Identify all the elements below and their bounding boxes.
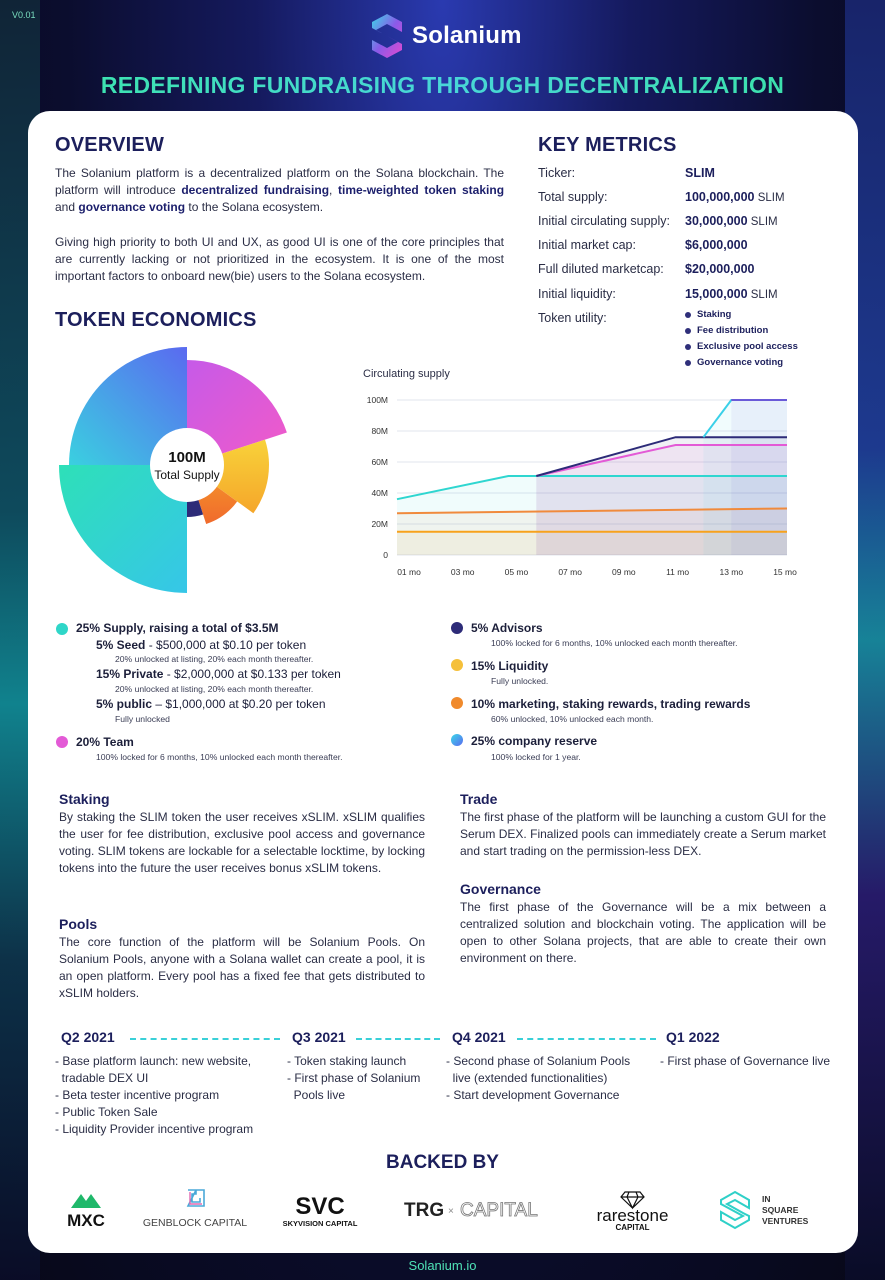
key-metric-number: 30,000,000 bbox=[685, 214, 748, 228]
pools-title: Pools bbox=[59, 916, 98, 932]
roadmap-q1-2022-items bbox=[660, 1053, 830, 1070]
token-utility-text: Fee distribution bbox=[697, 325, 769, 336]
token-utility-item bbox=[685, 341, 798, 352]
legend-dot-marketing bbox=[451, 697, 463, 709]
legend-dot-liquidity bbox=[451, 659, 463, 671]
brand-name: Solanium bbox=[412, 22, 522, 49]
key-metrics-title: KEY METRICS bbox=[538, 134, 677, 156]
x-tick-label: 11 mo bbox=[666, 567, 690, 577]
legend-team-sub: 100% locked for 6 months, 10% unlocked each month thereafter. bbox=[96, 752, 343, 762]
partner-trg-capital-logo bbox=[402, 1186, 547, 1232]
key-metric-number: 15,000,000 bbox=[685, 287, 748, 301]
y-tick-label: 20M bbox=[371, 519, 388, 529]
in-square-mark-icon bbox=[721, 1192, 749, 1228]
overview-paragraph-1: The Solanium platform is a decentralized platform on the Solana blockchain. The platform will introduce decentralized fundraising, time-weighted token staking and governance voting to the Solana ecosystem. bbox=[55, 166, 505, 214]
x-tick-label: 13 mo bbox=[719, 567, 744, 577]
partner-skyvision-name: SKYVISION CAPITAL bbox=[282, 1219, 358, 1228]
roadmap-q4-2021: Q4 2021 bbox=[452, 1029, 506, 1045]
partner-in-square-line2: SQUARE bbox=[762, 1205, 799, 1215]
governance-title: Governance bbox=[460, 881, 541, 897]
roadmap-divider-3 bbox=[517, 1038, 656, 1040]
partner-genblock-name: GENBLOCK CAPITAL bbox=[142, 1217, 248, 1229]
key-metric-label: Ticker: bbox=[538, 166, 576, 180]
partner-mxc-name: MXC bbox=[67, 1211, 105, 1230]
roadmap-item: tradable DEX UI bbox=[55, 1071, 149, 1085]
trade-title: Trade bbox=[460, 791, 498, 807]
roadmap-item: - Base platform launch: new website, bbox=[55, 1054, 252, 1068]
key-metric-value bbox=[685, 287, 778, 301]
legend-liquidity-title: 15% Liquidity bbox=[471, 659, 549, 673]
bullet-dot-icon bbox=[685, 344, 691, 350]
token-utility-text: Governance voting bbox=[697, 357, 784, 368]
legend-public: 5% public – $1,000,000 at $0.20 per token bbox=[96, 697, 326, 711]
key-metric-value bbox=[685, 238, 748, 252]
legend-seed: 5% Seed - $500,000 at $0.10 per token bbox=[96, 638, 307, 652]
roadmap-q3-2021-items bbox=[287, 1053, 420, 1104]
x-tick-label: 09 mo bbox=[612, 567, 636, 577]
legend-marketing-sub: 60% unlocked, 10% unlocked each month. bbox=[491, 714, 654, 724]
legend-supply-title: 25% Supply, raising a total of $3.5M bbox=[76, 621, 279, 635]
roadmap-item: live (extended functionalities) bbox=[446, 1071, 608, 1085]
legend-seed-sub: 20% unlocked at listing, 20% each month thereafter. bbox=[115, 654, 314, 664]
key-metric-label: Initial market cap: bbox=[538, 238, 636, 252]
legend-private-sub: 20% unlocked at listing, 20% each month thereafter. bbox=[115, 684, 314, 694]
legend-advisors-title: 5% Advisors bbox=[471, 621, 543, 635]
roadmap-divider-1 bbox=[130, 1038, 280, 1040]
partner-mxc-logo bbox=[55, 1186, 117, 1232]
brand-logo bbox=[370, 12, 522, 60]
token-utility-item bbox=[685, 325, 768, 336]
key-metric-number: 100,000,000 bbox=[685, 190, 755, 204]
pie-center-label: Total Supply bbox=[154, 468, 220, 482]
key-metric-value bbox=[685, 190, 785, 204]
key-metric-number: $6,000,000 bbox=[685, 238, 748, 252]
x-tick-label: 05 mo bbox=[504, 567, 529, 577]
pools-text: The core function of the platform will be Solanium Pools. On Solanium Pools, anyone with a Solana wallet can create a pool, it is an open platform. Every pool has a fixed fee that gets distributed to xSLIM holders. bbox=[59, 935, 425, 1000]
partner-rarestone-sub: CAPITAL bbox=[615, 1223, 650, 1232]
circulating-supply-chart bbox=[360, 362, 800, 584]
roadmap-q2-2021: Q2 2021 bbox=[61, 1029, 115, 1045]
y-tick-label: 60M bbox=[371, 457, 388, 467]
overview-title: OVERVIEW bbox=[55, 134, 165, 156]
token-utility-text: Staking bbox=[697, 309, 732, 320]
x-tick-label: 03 mo bbox=[450, 567, 475, 577]
roadmap-q1-2022: Q1 2022 bbox=[666, 1029, 720, 1045]
chart-title: Circulating supply bbox=[363, 368, 450, 380]
legend-reserve-sub: 100% locked for 1 year. bbox=[491, 752, 581, 762]
partner-trg-capital: CAPITAL bbox=[460, 1200, 538, 1221]
partner-trg-separator: × bbox=[448, 1206, 454, 1217]
token-utility-text: Exclusive pool access bbox=[697, 341, 798, 352]
legend-dot-advisors bbox=[451, 622, 463, 634]
governance-text: The first phase of the Governance will be a mix between a centralized solution and blockchain voting. The application will be open to other Solana projects, that are able to create their own environment on there. bbox=[460, 900, 826, 965]
key-metric-value bbox=[685, 214, 778, 228]
partner-skyvision-mark: SVC bbox=[295, 1193, 345, 1220]
roadmap-q4-2021-items bbox=[446, 1053, 630, 1104]
roadmap-item: - First phase of Solanium bbox=[287, 1071, 421, 1085]
legend-reserve-title: 25% company reserve bbox=[471, 734, 598, 748]
footer-website-link[interactable]: Solanium.io bbox=[408, 1258, 477, 1273]
legend-dot-supply bbox=[56, 623, 68, 635]
partner-genblock-logo bbox=[142, 1186, 248, 1232]
key-metric-number: $20,000,000 bbox=[685, 262, 755, 276]
y-tick-label: 100M bbox=[366, 395, 388, 405]
staking-title: Staking bbox=[59, 791, 110, 807]
staking-text: By staking the SLIM token the user receives xSLIM. xSLIM qualifies the user for fee distribution, exclusive pool access and governance voting. SLIM tokens are lockable for a selectable locktime, by locking tokens into the future the user receives bonus xSLIM tokens. bbox=[59, 810, 425, 875]
token-distribution-pie-chart bbox=[55, 345, 315, 595]
roadmap-item: - First phase of Governance live bbox=[660, 1054, 831, 1068]
key-metric-number: SLIM bbox=[685, 166, 715, 180]
legend-liquidity-sub: Fully unlocked. bbox=[491, 676, 549, 686]
key-metric-label: Total supply: bbox=[538, 190, 608, 204]
legend-private: 15% Private - $2,000,000 at $0.133 per token bbox=[96, 667, 341, 681]
roadmap-q2-2021-items bbox=[55, 1053, 253, 1138]
roadmap-item: - Second phase of Solanium Pools bbox=[446, 1054, 631, 1068]
key-metric-label: Full diluted marketcap: bbox=[538, 262, 664, 276]
bullet-dot-icon bbox=[685, 328, 691, 334]
token-economics-title: TOKEN ECONOMICS bbox=[55, 309, 257, 331]
legend-dot-team bbox=[56, 736, 68, 748]
key-metric-unit: SLIM bbox=[747, 216, 778, 228]
version-label: V0.01 bbox=[12, 10, 36, 20]
page-tagline: REDEFINING FUNDRAISING THROUGH DECENTRALIZATION bbox=[0, 72, 885, 99]
key-metric-label: Initial circulating supply: bbox=[538, 214, 671, 228]
x-tick-label: 07 mo bbox=[558, 567, 582, 577]
partner-skyvision-logo bbox=[275, 1186, 365, 1232]
roadmap-item: - Liquidity Provider incentive program bbox=[55, 1122, 254, 1136]
roadmap-item: Pools live bbox=[287, 1088, 346, 1102]
partner-in-square-line1: IN bbox=[762, 1194, 771, 1204]
legend-dot-reserve bbox=[451, 734, 463, 746]
roadmap-item: - Start development Governance bbox=[446, 1088, 620, 1102]
partner-rarestone-name: rarestone bbox=[596, 1206, 669, 1225]
pie-center-value: 100M bbox=[168, 449, 206, 466]
roadmap-item: - Token staking launch bbox=[287, 1054, 407, 1068]
trade-text: The first phase of the platform will be launching a custom GUI for the Serum DEX. Finalized pools can immediately create a Serum market and start trading on the permission-less DEX. bbox=[460, 810, 826, 858]
x-tick-label: 01 mo bbox=[397, 567, 421, 577]
solanium-logo-icon bbox=[370, 12, 404, 60]
roadmap-divider-2 bbox=[356, 1038, 440, 1040]
partner-rarestone-logo bbox=[585, 1186, 680, 1232]
roadmap-q3-2021: Q3 2021 bbox=[292, 1029, 346, 1045]
legend-team-title: 20% Team bbox=[76, 735, 134, 749]
x-tick-label: 15 mo bbox=[773, 567, 797, 577]
token-utility-item bbox=[685, 309, 731, 320]
y-tick-label: 40M bbox=[371, 488, 388, 498]
roadmap-item: - Public Token Sale bbox=[55, 1105, 158, 1119]
backed-by-title: BACKED BY bbox=[386, 1152, 499, 1173]
token-utility-label: Token utility: bbox=[538, 311, 607, 325]
partner-in-square-logo bbox=[715, 1186, 815, 1232]
key-metric-label: Initial liquidity: bbox=[538, 287, 616, 301]
y-tick-label: 0 bbox=[383, 550, 388, 560]
partner-trg-name: TRG bbox=[404, 1200, 445, 1221]
mxc-mountain-icon bbox=[71, 1194, 101, 1208]
key-metric-unit: SLIM bbox=[747, 289, 778, 301]
bullet-dot-icon bbox=[685, 312, 691, 318]
legend-marketing-title: 10% marketing, staking rewards, trading rewards bbox=[471, 697, 751, 711]
partner-in-square-line3: VENTURES bbox=[762, 1216, 809, 1226]
key-metric-unit: SLIM bbox=[754, 192, 785, 204]
key-metric-value bbox=[685, 166, 715, 180]
key-metric-value bbox=[685, 262, 755, 276]
y-tick-label: 80M bbox=[371, 426, 388, 436]
overview-paragraph-2: Giving high priority to both UI and UX, as good UI is one of the core principles that are currently lacking or not prioritized in the ecosystem. It is one of the most important factors to onboard new(bie) users to the Solana ecosystem. bbox=[55, 235, 504, 283]
roadmap-item: - Beta tester incentive program bbox=[55, 1088, 220, 1102]
legend-advisors-sub: 100% locked for 6 months, 10% unlocked each month thereafter. bbox=[491, 638, 738, 648]
legend-public-sub: Fully unlocked bbox=[115, 714, 170, 724]
